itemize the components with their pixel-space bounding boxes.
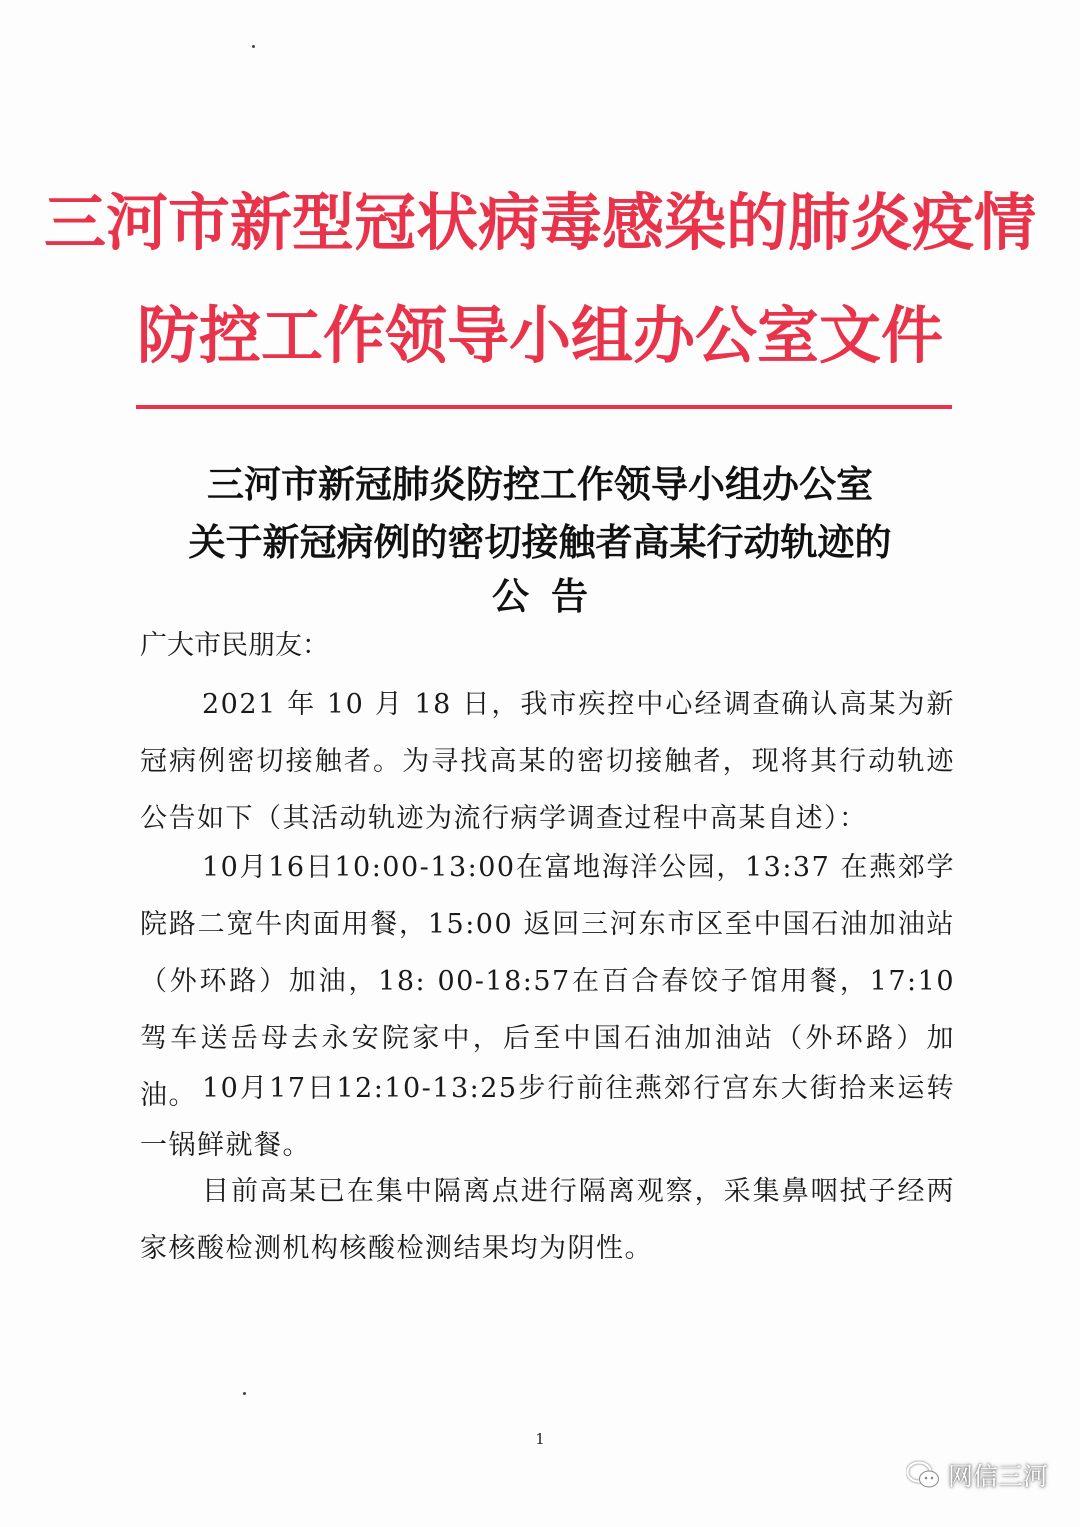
notice-title-line-3: 公告 <box>492 575 610 618</box>
notice-title-line-2: 关于新冠病例的密切接触者高某行动轨迹的 <box>188 521 892 564</box>
page-number: 1 <box>535 1430 545 1448</box>
wechat-icon <box>906 1460 940 1490</box>
body-paragraph-2: 10月16日10:00-13:00在富地海洋公园，13:37 在燕郊学院路二宽牛肉面用餐，15:00 返回三河东市区至中国石油加油站（外环路）加油，18: 00-18:57在百合春饺子馆用餐，17:10 驾车送岳母去永安院家中，后至中国石油加油站（外环路）加油。 <box>140 852 955 1111</box>
scan-speck <box>243 1392 246 1395</box>
document-header-line-2: 防控工作领导小组办公室文件 <box>136 299 943 372</box>
body-paragraph-1: 2021 年 10 月 18 日，我市疾控中心经调查确认高某为新冠病例密切接触者。为寻找高某的密切接触者，现将其行动轨迹公告如下（其活动轨迹为流行病学调查过程中高某自述）： <box>140 689 955 834</box>
body-paragraph-3: 10月17日12:10-13:25步行前往燕郊行宫东大街拾来运转一锅鲜就餐。 <box>140 1073 955 1161</box>
body-paragraph-4: 目前高某已在集中隔离点进行隔离观察，采集鼻咽拭子经两家核酸检测机构核酸检测结果均为阴性。 <box>140 1176 955 1264</box>
account-watermark <box>906 1457 1048 1493</box>
notice-title-line-1: 三河市新冠肺炎防控工作领导小组办公室 <box>207 463 873 506</box>
scan-speck <box>252 45 255 48</box>
salutation: 广大市民朋友： <box>140 630 329 661</box>
document-header-line-1: 三河市新型冠状病毒感染的肺炎疫情 <box>43 186 1036 259</box>
header-divider <box>136 405 952 409</box>
watermark-text: 网信三河 <box>947 1462 1048 1491</box>
